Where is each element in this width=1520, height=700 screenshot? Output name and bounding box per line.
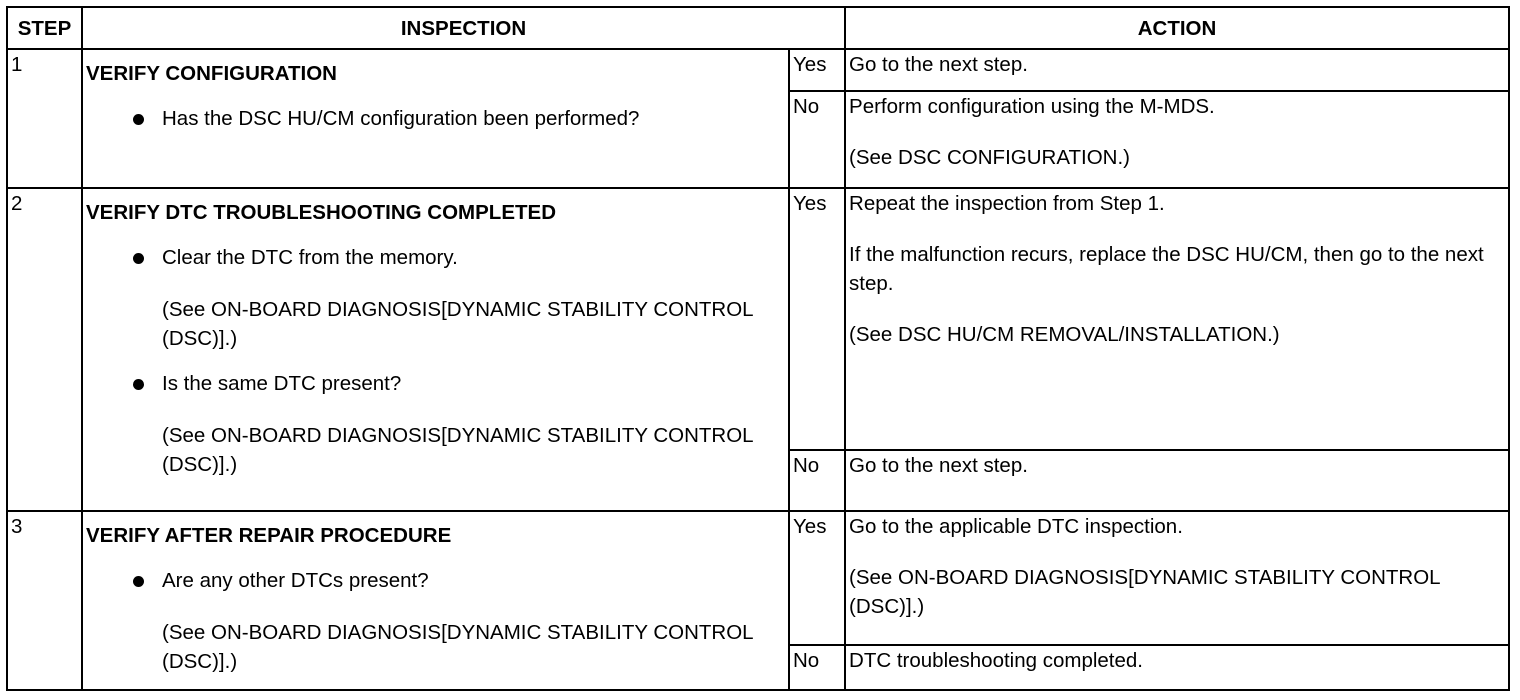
check-reference: (See ON-BOARD DIAGNOSIS[DYNAMIC STABILITY CONTROL (DSC)].) — [162, 621, 753, 673]
step-header: STEP — [7, 7, 82, 49]
bullet-icon — [133, 114, 144, 125]
yes-label: Yes — [789, 188, 845, 450]
no-label: No — [789, 450, 845, 511]
inspection-check — [86, 104, 788, 133]
action-header: ACTION — [845, 7, 1509, 49]
inspection-check — [86, 369, 788, 398]
action-text: Go to the next step. — [849, 53, 1028, 76]
inspection-header: INSPECTION — [82, 7, 845, 49]
check-reference: (See ON-BOARD DIAGNOSIS[DYNAMIC STABILITY CONTROL (DSC)].) — [162, 298, 753, 350]
yes-action — [845, 511, 1509, 645]
action-text: Go to the applicable DTC inspection. — [849, 515, 1183, 538]
inspection-cell — [82, 188, 789, 511]
yes-action — [845, 188, 1509, 450]
inspection-check — [86, 566, 788, 595]
yes-action — [845, 49, 1509, 91]
yes-label: Yes — [789, 49, 845, 91]
no-action — [845, 450, 1509, 511]
step-1-yes-row — [7, 49, 1509, 91]
inspection-cell — [82, 49, 789, 188]
header-row — [7, 7, 1509, 49]
bullet-icon — [133, 253, 144, 264]
inspection-title: VERIFY DTC TROUBLESHOOTING COMPLETED — [86, 201, 556, 224]
diagnostic-procedure-table — [6, 6, 1510, 691]
yes-label: Yes — [789, 511, 845, 645]
step-number: 2 — [7, 188, 82, 511]
action-text: If the malfunction recurs, replace the DSC HU/CM, then go to the next step. — [849, 243, 1484, 295]
check-question: Are any other DTCs present? — [162, 569, 429, 592]
action-text: Perform configuration using the M-MDS. — [849, 95, 1215, 118]
check-question: Clear the DTC from the memory. — [162, 246, 458, 269]
action-text: Go to the next step. — [849, 454, 1028, 477]
action-reference: (See DSC HU/CM REMOVAL/INSTALLATION.) — [849, 323, 1280, 346]
step-number: 3 — [7, 511, 82, 690]
no-label: No — [789, 645, 845, 690]
check-question: Has the DSC HU/CM configuration been performed? — [162, 107, 640, 130]
check-question: Is the same DTC present? — [162, 372, 402, 395]
inspection-title: VERIFY CONFIGURATION — [86, 62, 337, 85]
action-text: Repeat the inspection from Step 1. — [849, 192, 1165, 215]
bullet-icon — [133, 379, 144, 390]
no-action — [845, 91, 1509, 188]
action-text: DTC troubleshooting completed. — [849, 649, 1144, 672]
step-3-yes-row — [7, 511, 1509, 645]
inspection-title: VERIFY AFTER REPAIR PROCEDURE — [86, 524, 452, 547]
inspection-check — [86, 243, 788, 272]
action-reference: (See DSC CONFIGURATION.) — [849, 146, 1130, 169]
inspection-cell — [82, 511, 789, 690]
bullet-icon — [133, 576, 144, 587]
action-reference: (See ON-BOARD DIAGNOSIS[DYNAMIC STABILITY CONTROL (DSC)].) — [849, 566, 1440, 618]
check-reference: (See ON-BOARD DIAGNOSIS[DYNAMIC STABILITY CONTROL (DSC)].) — [162, 424, 753, 476]
step-2-yes-row — [7, 188, 1509, 450]
no-action — [845, 645, 1509, 690]
step-number: 1 — [7, 49, 82, 188]
no-label: No — [789, 91, 845, 188]
